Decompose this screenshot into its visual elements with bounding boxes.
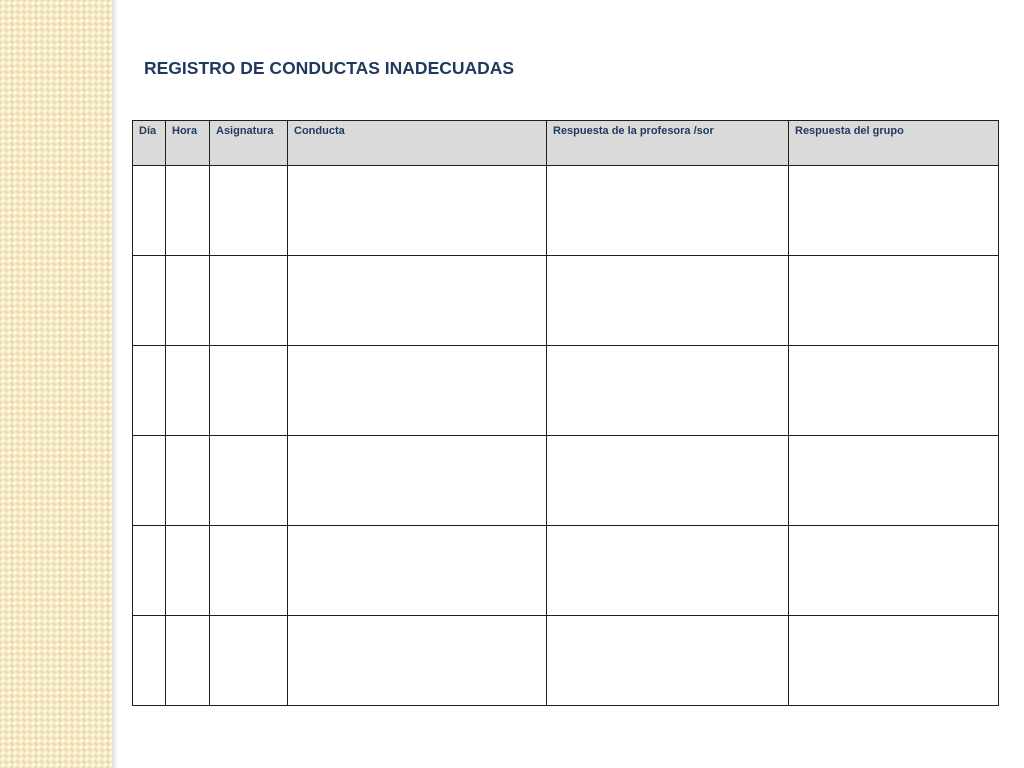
header-conducta: Conducta (288, 121, 547, 166)
cell-respuesta-profesora[interactable] (547, 616, 789, 706)
cell-dia[interactable] (133, 436, 166, 526)
side-strip-shadow (112, 0, 118, 768)
header-hora: Hora (166, 121, 210, 166)
page-title: REGISTRO DE CONDUCTAS INADECUADAS (144, 58, 515, 78)
cell-respuesta-grupo[interactable] (789, 256, 999, 346)
cell-conducta[interactable] (288, 616, 547, 706)
cell-hora[interactable] (166, 616, 210, 706)
cell-hora[interactable] (166, 346, 210, 436)
cell-conducta[interactable] (288, 526, 547, 616)
cell-dia[interactable] (133, 526, 166, 616)
table-row (133, 616, 999, 706)
cell-dia[interactable] (133, 346, 166, 436)
header-asignatura: Asignatura (210, 121, 288, 166)
cell-conducta[interactable] (288, 166, 547, 256)
cell-conducta[interactable] (288, 346, 547, 436)
cell-asignatura[interactable] (210, 256, 288, 346)
cell-respuesta-profesora[interactable] (547, 166, 789, 256)
cell-dia[interactable] (133, 166, 166, 256)
decorative-side-strip (0, 0, 112, 768)
cell-respuesta-profesora[interactable] (547, 256, 789, 346)
cell-hora[interactable] (166, 436, 210, 526)
header-dia: Día (133, 121, 166, 166)
table-row (133, 526, 999, 616)
cell-respuesta-profesora[interactable] (547, 436, 789, 526)
cell-respuesta-profesora[interactable] (547, 526, 789, 616)
table-row (133, 166, 999, 256)
cell-asignatura[interactable] (210, 436, 288, 526)
cell-hora[interactable] (166, 526, 210, 616)
cell-respuesta-grupo[interactable] (789, 526, 999, 616)
cell-dia[interactable] (133, 616, 166, 706)
cell-conducta[interactable] (288, 436, 547, 526)
cell-hora[interactable] (166, 256, 210, 346)
cell-respuesta-grupo[interactable] (789, 346, 999, 436)
header-respuesta-profesora: Respuesta de la profesora /sor (547, 121, 789, 166)
cell-asignatura[interactable] (210, 526, 288, 616)
cell-asignatura[interactable] (210, 346, 288, 436)
cell-dia[interactable] (133, 256, 166, 346)
cell-asignatura[interactable] (210, 166, 288, 256)
cell-respuesta-grupo[interactable] (789, 166, 999, 256)
table-header-row (133, 121, 999, 166)
header-respuesta-grupo: Respuesta del grupo (789, 121, 999, 166)
cell-conducta[interactable] (288, 256, 547, 346)
table-row (133, 346, 999, 436)
cell-hora[interactable] (166, 166, 210, 256)
table-row (133, 256, 999, 346)
conduct-register-table (132, 120, 999, 706)
cell-respuesta-grupo[interactable] (789, 616, 999, 706)
cell-asignatura[interactable] (210, 616, 288, 706)
cell-respuesta-grupo[interactable] (789, 436, 999, 526)
cell-respuesta-profesora[interactable] (547, 346, 789, 436)
table-row (133, 436, 999, 526)
